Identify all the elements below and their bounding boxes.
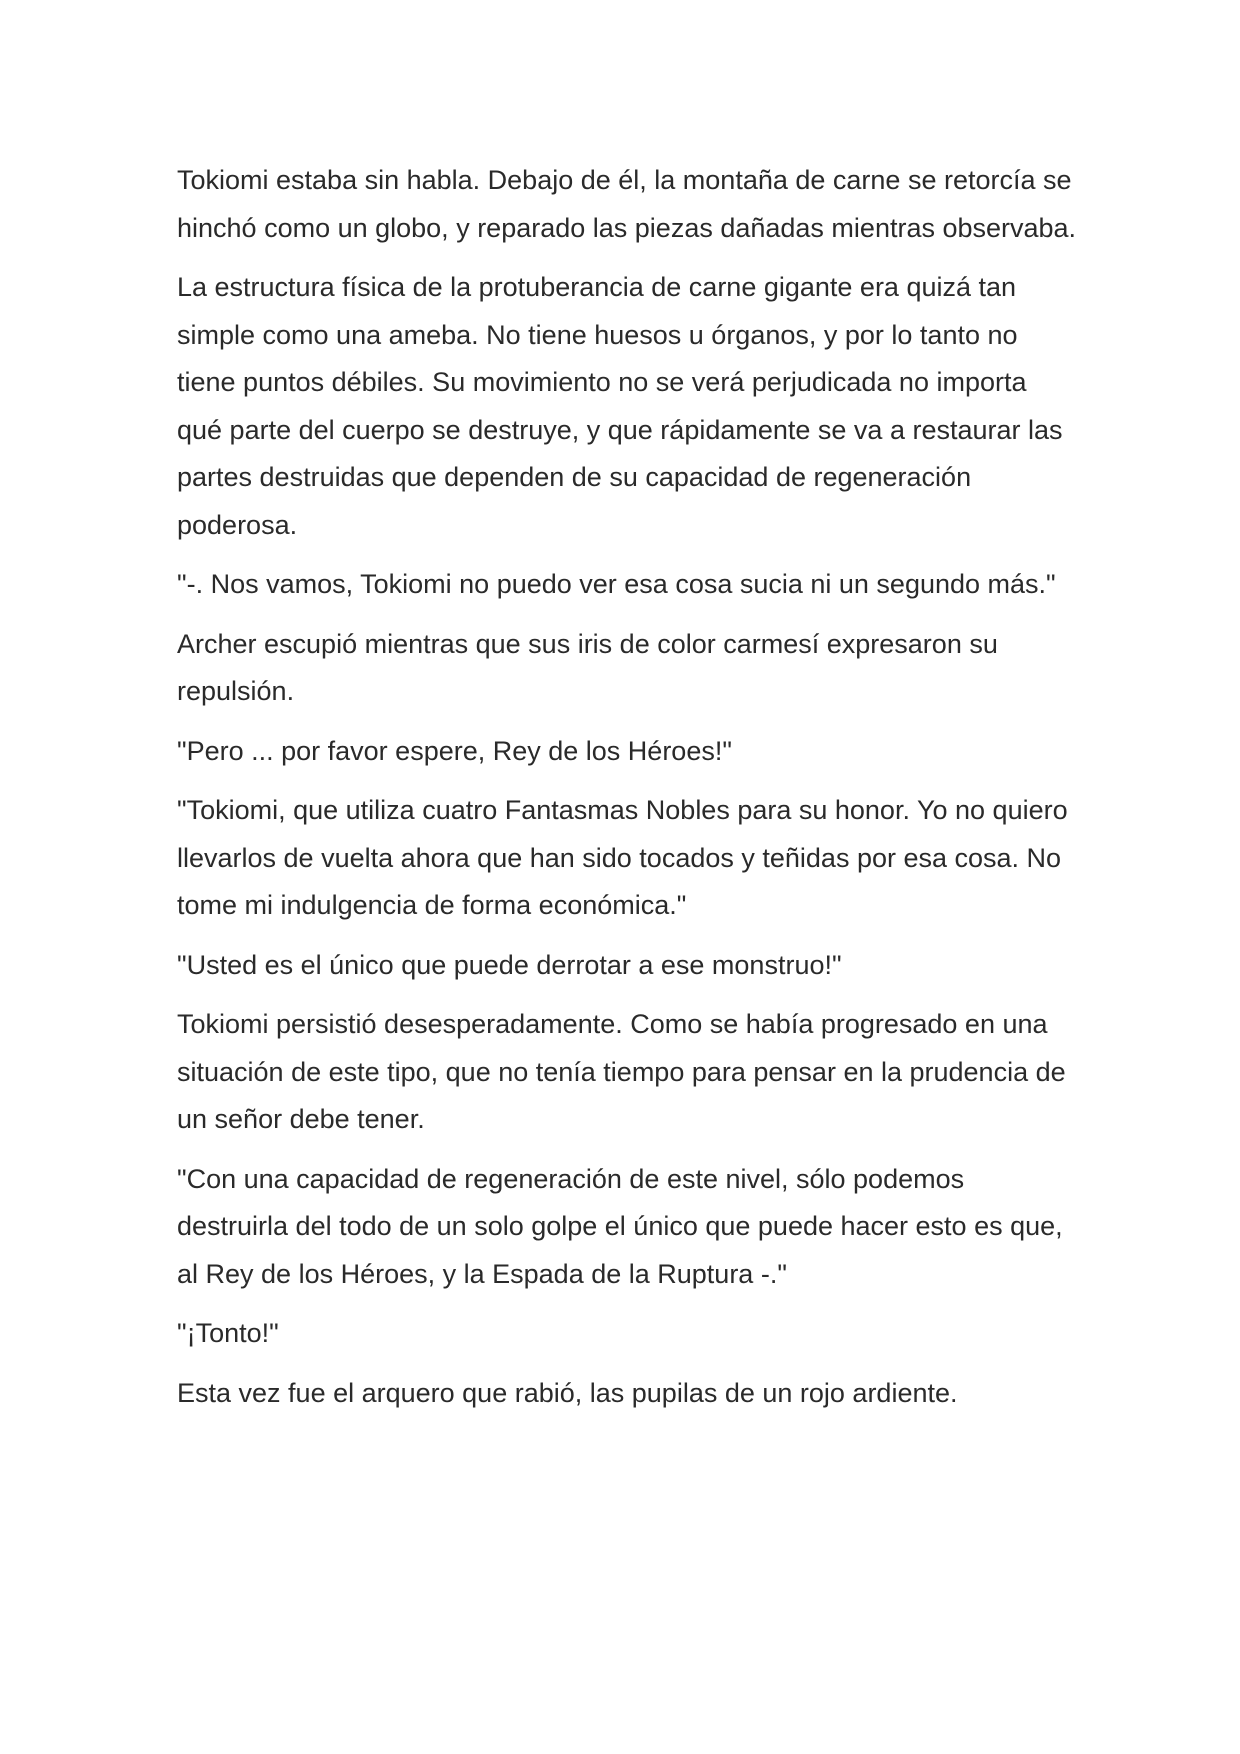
paragraph: Tokiomi estaba sin habla. Debajo de él, la montaña de carne se retorcía se hinchó como un globo, y reparado las piezas dañadas mientras observaba. (177, 165, 1077, 243)
paragraph: "Tokiomi, que utiliza cuatro Fantasmas Nobles para su honor. Yo no quiero llevarlos de vuelta ahora que han sido tocados y teñidas por esa cosa. No tome mi indulgencia de forma económica." (177, 795, 1068, 920)
paragraph: La estructura física de la protuberancia de carne gigante era quizá tan simple como una ameba. No tiene huesos u órganos, y por lo tanto no tiene puntos débiles. Su movimiento no se verá perjudicada no importa qué parte del cuerpo se destruye, y que rápidamente se va a restaurar las partes destruidas que dependen de su capacidad de regeneración poderosa. (177, 272, 1063, 540)
paragraph: "Pero ... por favor espere, Rey de los Héroes!" (177, 735, 732, 766)
paragraph: "¡Tonto!" (177, 1318, 279, 1348)
paragraph: Tokiomi persistió desesperadamente. Como se había progresado en una situación de este tipo, que no tenía tiempo para pensar en la prudencia de un señor debe tener. (177, 1009, 1066, 1134)
paragraph: "-. Nos vamos, Tokiomi no puedo ver esa cosa sucia ni un segundo más." (177, 569, 1056, 599)
paragraph: "Con una capacidad de regeneración de este nivel, sólo podemos destruirla del todo de un solo golpe el único que puede hacer esto es que, al Rey de los Héroes, y la Espada de la Ruptura -." (177, 1163, 1063, 1289)
body-text (177, 157, 1077, 1429)
paragraph: "Usted es el único que puede derrotar a ese monstruo!" (177, 949, 842, 980)
paragraph: Archer escupió mientras que sus iris de color carmesí expresaron su repulsión. (177, 628, 998, 706)
paragraph: Esta vez fue el arquero que rabió, las pupilas de un rojo ardiente. (177, 1377, 958, 1408)
